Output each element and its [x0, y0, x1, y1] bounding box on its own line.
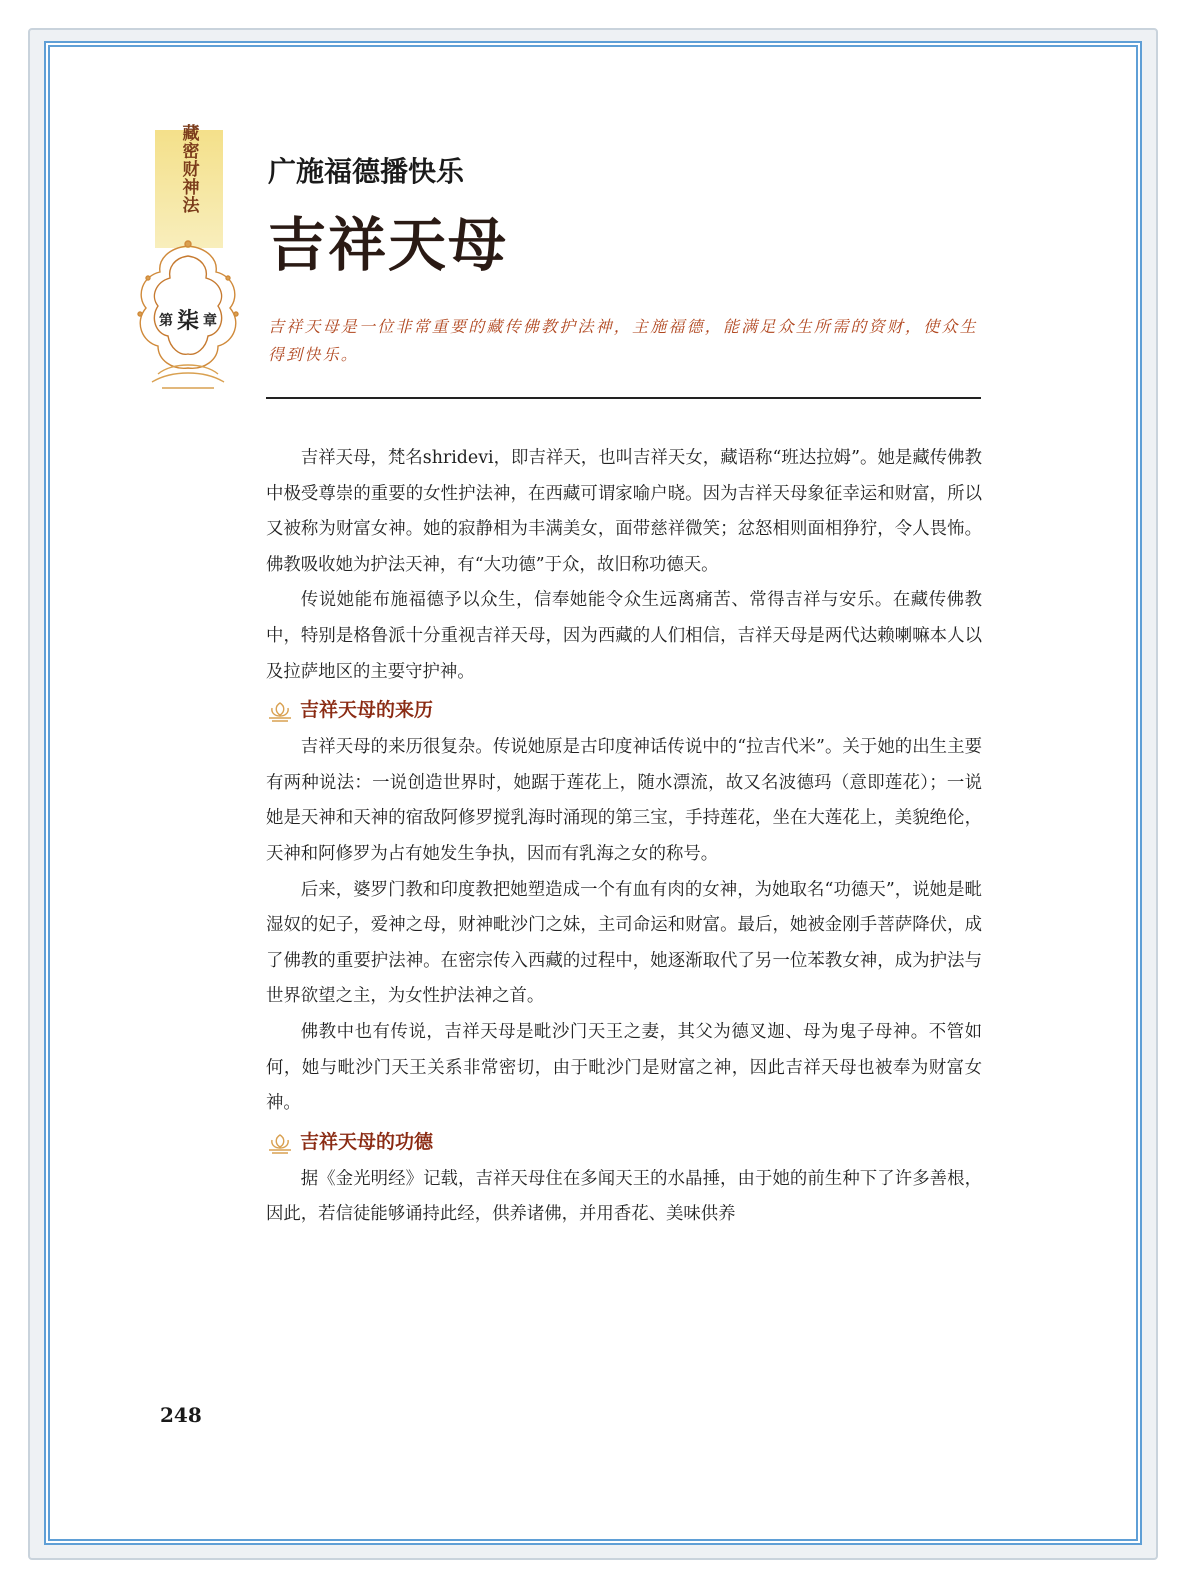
chapter-summary: 吉祥天母是一位非常重要的藏传佛教护法神，主施福德，能满足众生所需的资财，使众生得到快乐。	[268, 317, 978, 364]
chapter-prefix: 第	[158, 312, 173, 329]
section-paragraph: 吉祥天母的来历很复杂。传说她原是古印度神话传说中的“拉吉代米”。关于她的出生主要有两种说法：一说创造世界时，她踞于莲花上，随水漂流，故又名波德玛（意即莲花）；一说她是天神和天神的宿敌阿修罗搅乳海时涌现的第三宝，手持莲花，坐在大莲花上，美貌绝伦，天神和阿修罗为占有她发生争执，因而有乳海之女的称号。	[266, 737, 982, 864]
section-heading-merit	[266, 1124, 982, 1162]
intro-paragraph: 传说她能布施福德予以众生，信奉她能令众生远离痛苦、常得吉祥与安乐。在藏传佛教中，特别是格鲁派十分重视吉祥天母，因为西藏的人们相信，吉祥天母是两代达赖喇嘛本人以及拉萨地区的主要守护神。	[266, 590, 982, 682]
lotus-bullet-icon	[266, 1132, 294, 1154]
section-paragraph: 后来，婆罗门教和印度教把她塑造成一个有血有肉的女神，为她取名“功德天”，说她是毗湿奴的妃子，爱神之母，财神毗沙门之妹，主司命运和财富。最后，她被金刚手菩萨降伏，成了佛教的重要护法神。在密宗传入西藏的过程中，她逐渐取代了另一位苯教女神，成为护法与世界欲望之主，为女性护法神之首。	[266, 879, 982, 1007]
section-heading-origin	[266, 692, 982, 730]
series-tab	[155, 124, 223, 248]
lotus-bullet-icon	[266, 700, 294, 722]
chapter-number: 柒	[176, 309, 199, 334]
section-heading-label: 吉祥天母的功德	[300, 1130, 434, 1153]
section-paragraph: 佛教中也有传说，吉祥天母是毗沙门天王之妻，其父为德叉迦、母为鬼子母神。不管如何，她与毗沙门天王关系非常密切，由于毗沙门是财富之神，因此吉祥天母也被奉为财富女神。	[266, 1021, 982, 1114]
section-heading-label: 吉祥天母的来历	[300, 699, 434, 722]
page-subtitle: 广施福德播快乐	[268, 155, 465, 188]
series-tab-label: 藏密财神法	[178, 124, 199, 214]
chapter-label	[128, 304, 248, 335]
chapter-suffix: 章	[203, 312, 217, 329]
title-divider	[266, 397, 981, 399]
section-paragraph: 据《金光明经》记载，吉祥天母住在多闻天王的水晶捶，由于她的前生种下了许多善根，因此，若信徒能够诵持此经，供养诸佛，并用香花、美味供养	[266, 1168, 982, 1225]
intro-paragraph: 吉祥天母，梵名shridevi，即吉祥天，也叫吉祥天女，藏语称“班达拉姆”。她是藏传佛教中极受尊崇的重要的女性护法神，在西藏可谓家喻户晓。因为吉祥天母象征幸运和财富，所以又被称为财富女神。她的寂静相为丰满美女，面带慈祥微笑；忿怒相则面相狰狞，令人畏怖。佛教吸收她为护法天神，有“大功德”于众，故旧称功德天。	[266, 448, 982, 575]
page-number: 248	[160, 1403, 202, 1427]
body-text	[266, 441, 982, 1233]
page-title: 吉祥天母	[268, 211, 509, 279]
